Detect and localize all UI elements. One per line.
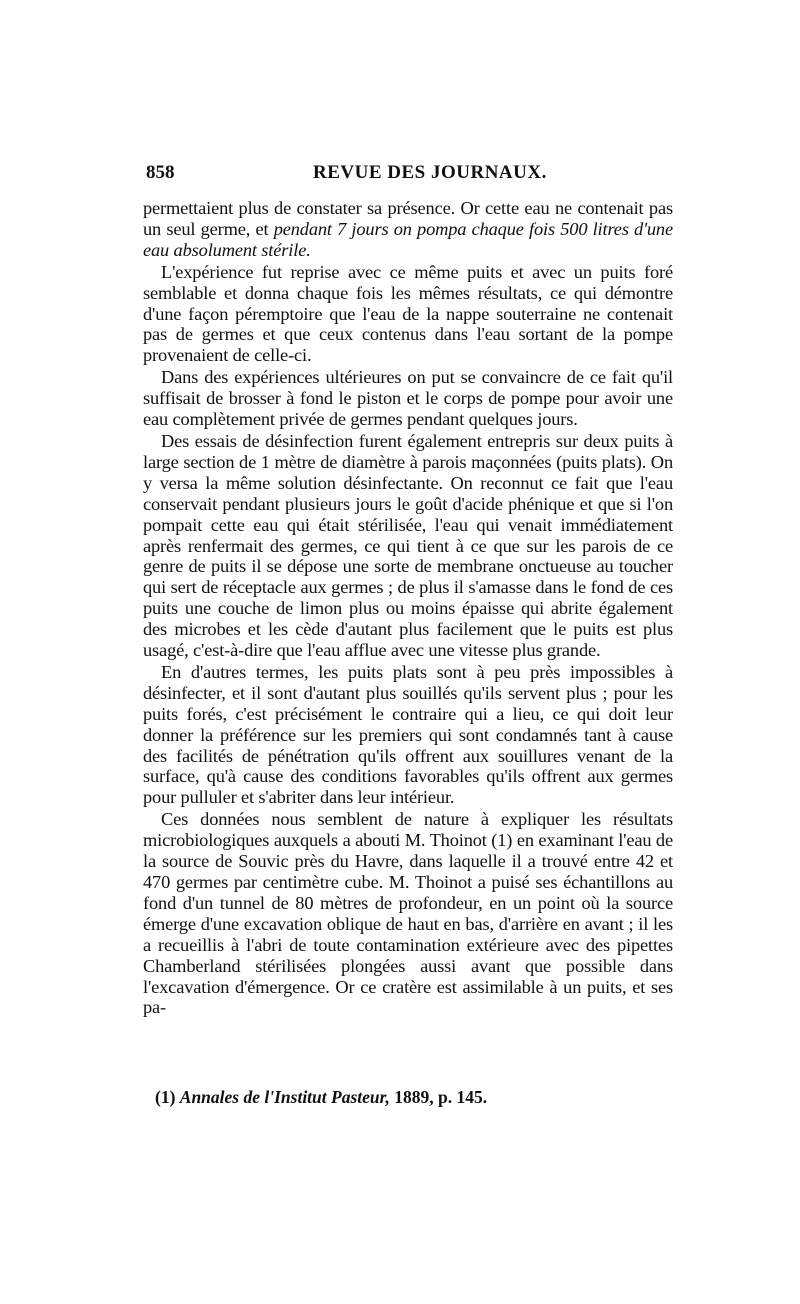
- running-title: REVUE DES JOURNAUX.: [313, 162, 547, 183]
- paragraph-6: Ces données nous semblent de nature à expliquer les résultats microbiologiques auxquels a abouti M. Thoinot (1) en examinant l'eau de la source de Souvic près du Havre, dans laquelle il a trouvé entre 42 et 470 germes par centimètre cube. M. Thoinot a puisé ses échantillons au fond d'un tunnel de 80 mètres de profondeur, en un point où la source émerge d'une excavation oblique de haut en bas, d'arrière en avant ; il les a recueillis à l'abri de toute contamination extérieure avec des pipettes Chamberland stérilisées plongées aussi avant que possible dans l'excavation d'émergence. Or ce cratère est assimilable à un puits, et ses pa-: [143, 809, 673, 1018]
- paragraph-3: Dans des expériences ultérieures on put se convaincre de ce fait qu'il suffisait de brosser à fond le piston et le corps de pompe pour avoir une eau complètement privée de germes pendant quelques jours.: [143, 367, 673, 430]
- footnote-citation: 1889, p. 145.: [389, 1087, 488, 1107]
- body-text: [143, 198, 673, 1019]
- page-header: [143, 162, 673, 190]
- footnote-marker: (1): [155, 1087, 180, 1107]
- paragraph-5: En d'autres termes, les puits plats sont à peu près impossibles à désinfecter, et il sont d'autant plus souillés qu'ils servent plus ; pour les puits forés, c'est précisément le contraire qui a lieu, ce qui doit leur donner la préférence sur les premiers qui sont condamnés tant à cause des facilités de pénétration qu'ils offrent aux souillures venant de la surface, qu'à cause des conditions favorables qu'ils offrent aux germes pour pulluler et s'abriter dans leur intérieur.: [143, 661, 673, 808]
- paragraph-1-italic: pendant 7 jours on pompa chaque fois 500 litres d'une eau absolument stérile.: [143, 218, 673, 260]
- paragraph-4: Des essais de désinfection furent également entrepris sur deux puits à large section de 1 mètre de diamètre à parois maçonnées (puits plats). On y versa la même solution désinfectante. On reconnut ce fait que l'eau conservait pendant plusieurs jours le goût d'acide phénique et que si l'on pompait cette eau qui était stérilisée, l'eau qui venait immédiatement après renfermait des germes, ce qui tient à ce que sur les parois de ce genre de puits il se dépose une sorte de membrane onctueuse au toucher qui sert de réceptacle aux germes ; de plus il s'amasse dans le fond de ces puits une couche de limon plus ou moins épaisse qui abrite également des microbes et les cède d'autant plus facilement que le puits est plus usagé, c'est-à-dire que l'eau afflue avec une vitesse plus grande.: [143, 430, 673, 661]
- page-number: 858: [146, 162, 175, 183]
- paragraph-1: [143, 198, 673, 261]
- paragraph-1-roman: permettaient plus de constater sa présence. Or cette eau ne contenait pas un seul germe, et: [143, 198, 673, 239]
- paragraph-2: L'expérience fut reprise avec ce même puits et avec un puits foré semblable et donna chaque fois les mêmes résultats, ce qui démontre d'une façon péremptoire que l'eau de la nappe souterraine ne contenait pas de germes et que ceux contenus dans l'eau sortant de la pompe provenaient de celle-ci.: [143, 261, 673, 366]
- footnote-source: Annales de l'Institut Pasteur,: [179, 1087, 390, 1107]
- footnote: [155, 1087, 675, 1108]
